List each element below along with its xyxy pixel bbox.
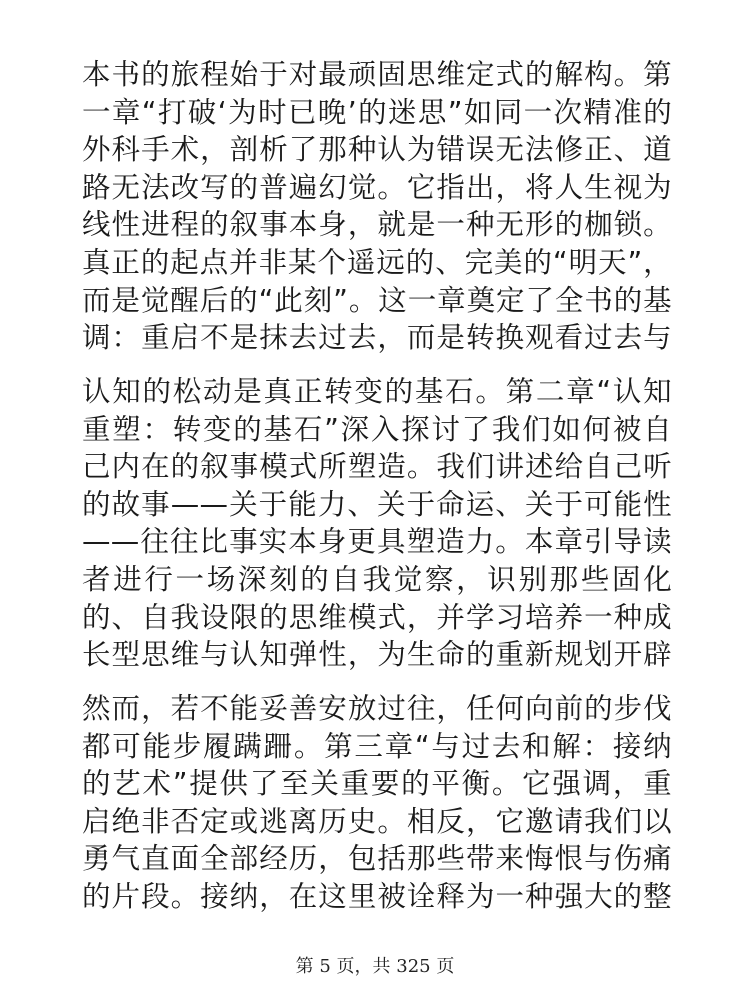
paragraph-chapter-2: 认知的松动是真正转变的基石。第二章“认知重塑：转变的基石”深入探讨了我们如何被自己内在的叙事模式所塑造。我们讲述给自己听的故事——关于能力、关于命运、关于可能性——往往比事实本身更具塑造力。本章引导读者进行一场深刻的自我觉察，识别那些固化的、自我设限的思维模式，并学习培养一种成长型思维与认知弹性，为生命的重新规划开辟 <box>82 375 672 672</box>
page-number-footer: 第 5 页，共 325 页 <box>295 956 455 977</box>
body-text <box>82 56 672 916</box>
paragraph-chapter-1: 本书的旅程始于对最顽固思维定式的解构。第一章“打破‘为时已晚’的迷思”如同一次精准的外科手术，剖析了那种认为错误无法修正、道路无法改写的普遍幻觉。它指出，将人生视为线性进程的叙事本身，就是一种无形的枷锁。真正的起点并非某个遥远的、完美的“明天”，而是觉醒后的“此刻”。这一章奠定了全书的基调：重启不是抹去过去，而是转换观看过去与 <box>82 58 672 355</box>
paragraph-chapter-3: 然而，若不能妥善安放过往，任何向前的步伐都可能步履蹒跚。第三章“与过去和解：接纳的艺术”提供了至关重要的平衡。它强调，重启绝非否定或逃离历史。相反，它邀请我们以勇气直面全部经历，包括那些带来悔恨与伤痛的片段。接纳，在这里被诠释为一种强大的整 <box>82 692 672 913</box>
